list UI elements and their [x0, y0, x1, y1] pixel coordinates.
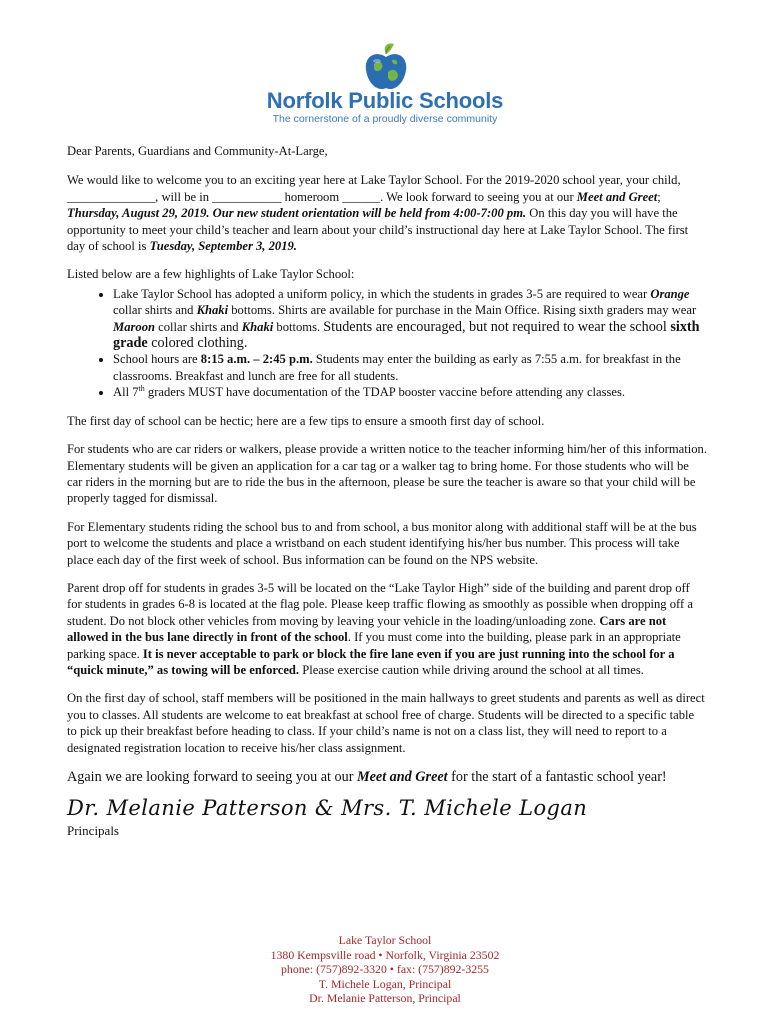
footer-school-name: Lake Taylor School — [338, 933, 432, 947]
signature: Dr. Melanie Patterson & Mrs. T. Michele Logan — [67, 796, 588, 820]
logo-tagline: The cornerstone of a proudly diverse community — [272, 113, 498, 125]
fire-lane-warning: It is never acceptable to park or block the fire lane even if you are just running into the school for a “quick minute,” as towing will be enforced. — [67, 646, 675, 677]
list-item-hours — [113, 351, 707, 384]
bus-lane-warning: Cars are not allowed in the bus lane directly in front of the school — [67, 613, 667, 645]
staff-paragraph: On the first day of school, staff members will be positioned in the main hallways to greet students and parents as well as direct you to classes. All students are welcome to eat breakfast at school free of charge. Students will be directed to a specific table to pick up their breakfast before heading to class. If your child’s name is not on a class list, they will need to report to a designated registration location to receive his/her class assignment. — [67, 691, 705, 755]
ordinal-suffix: th — [138, 384, 145, 394]
uniform-text-3: bottoms. Shirts are available for purchase in the Main Office. Rising sixth graders may wear — [228, 303, 697, 318]
dropoff-text-2: . If you must come into the building, please park in an appropriate parking space. — [67, 630, 681, 661]
welcome-text: We would like to welcome you to an exciting year here at Lake Taylor School. For the 2019-2020 school year, your child, ______________, will be in ___________ homeroom ______. We look forward to seeing you at our — [67, 173, 681, 204]
first-day-paragraph: The first day of school can be hectic; here are a few tips to ensure a smooth first day of school. — [67, 413, 545, 428]
letterhead — [0, 40, 770, 125]
list-item-uniform — [113, 286, 707, 352]
dropoff-paragraph — [67, 580, 707, 678]
uniform-text-5: bottoms. — [273, 319, 324, 334]
hours-text: School hours are — [113, 352, 201, 367]
vaccine-text-2: graders MUST have documentation of the TDAP booster vaccine before attending any classes. — [144, 385, 626, 400]
maroon-emphasis: Maroon — [113, 319, 155, 334]
dropoff-text: Parent drop off for students in grades 3-5 will be located on the “Lake Taylor High” side of the building and parent drop off for students in grades 6-8 is located at the flag pole. Please keep traffic flowing as smoothly as possible when dropping off a student. Do not block other vehicles from moving by leaving your vehicle in the loading/unloading zone. — [67, 580, 693, 628]
welcome-paragraph — [67, 172, 707, 254]
khaki-emphasis-2: Khaki — [241, 319, 274, 334]
closing-text: Again we are looking forward to seeing you at our — [67, 769, 357, 785]
encouraged-text: Students are encouraged, but not required to wear the school — [323, 318, 671, 335]
orientation-date-emphasis: Thursday, August 29, 2019. Our new student orientation will be held from 4:00-7:00 pm. — [67, 206, 527, 221]
sixth-grade-emphasis: sixth grade — [113, 318, 700, 352]
uniform-text-4: collar shirts and — [155, 319, 242, 334]
footer-phone-fax: phone: (757)892-3320 • fax: (757)892-3255 — [281, 962, 489, 977]
closing-text-2: for the start of a fantastic school year! — [447, 769, 667, 785]
closing-paragraph — [67, 768, 707, 787]
meet-greet-emphasis-2: Meet and Greet — [356, 769, 448, 785]
first-day-emphasis: Tuesday, September 3, 2019. — [149, 239, 297, 254]
salutation: Dear Parents, Guardians and Community-At-Large, — [67, 144, 328, 158]
khaki-emphasis: Khaki — [196, 303, 229, 318]
hours-emphasis: 8:15 a.m. – 2:45 p.m. — [200, 352, 313, 367]
apple-globe-icon — [362, 42, 410, 92]
car-riders-paragraph: For students who are car riders or walkers, please provide a written notice to the teacher informing him/her of this information. Elementary students will be given an application for a car tag or a walker tag to bring home. For those students who will be car riders in the morning but are to ride the bus in the afternoon, please be sure the teacher is aware so that your child will be properly tagged for dismissal. — [67, 442, 707, 506]
dropoff-text-3: Please exercise caution while driving around the school at all times. — [299, 662, 644, 677]
meet-greet-emphasis: Meet and Greet — [576, 189, 658, 204]
footer-principal-1: T. Michele Logan, Principal — [318, 976, 452, 991]
logo-title: Norfolk Public Schools — [266, 88, 504, 113]
signoff-title: Principals — [67, 823, 119, 838]
list-item-vaccine — [113, 384, 707, 400]
footer-address-block — [0, 933, 770, 1006]
colored-clothing-text: colored clothing. — [147, 335, 248, 352]
vaccine-text: All 7 — [113, 385, 139, 400]
highlights-intro: Listed below are a few highlights of Lake Taylor School: — [67, 267, 355, 282]
footer-address: 1380 Kempsville road • Norfolk, Virginia 23502 — [270, 947, 500, 962]
bus-paragraph: For Elementary students riding the school bus to and from school, a bus monitor along with additional staff will be at the bus port to welcome the students and place a wristband on each student identifying his/her bus number. This process will take place each day of the first week of school. Bus information can be found on the NPS website. — [67, 519, 697, 567]
letter-body — [67, 143, 707, 839]
uniform-text-2: collar shirts and — [113, 303, 197, 318]
welcome-text-cont: On this day you will have the opportunity to meet your child’s teacher and learn about your child’s instructional day here at Lake Taylor School. The first day of school is — [67, 206, 689, 254]
highlights-list — [67, 286, 707, 401]
separator-text: ; — [657, 189, 661, 204]
uniform-text: Lake Taylor School has adopted a uniform policy, in which the students in grades 3-5 are required to wear — [113, 286, 651, 301]
orange-emphasis: Orange — [650, 286, 690, 301]
hours-text-2: Students may enter the building as early as 7:55 a.m. for breakfast in the classrooms. Breakfast and lunch are free for all students. — [113, 352, 681, 383]
footer-principal-2: Dr. Melanie Patterson, Principal — [309, 991, 461, 1006]
